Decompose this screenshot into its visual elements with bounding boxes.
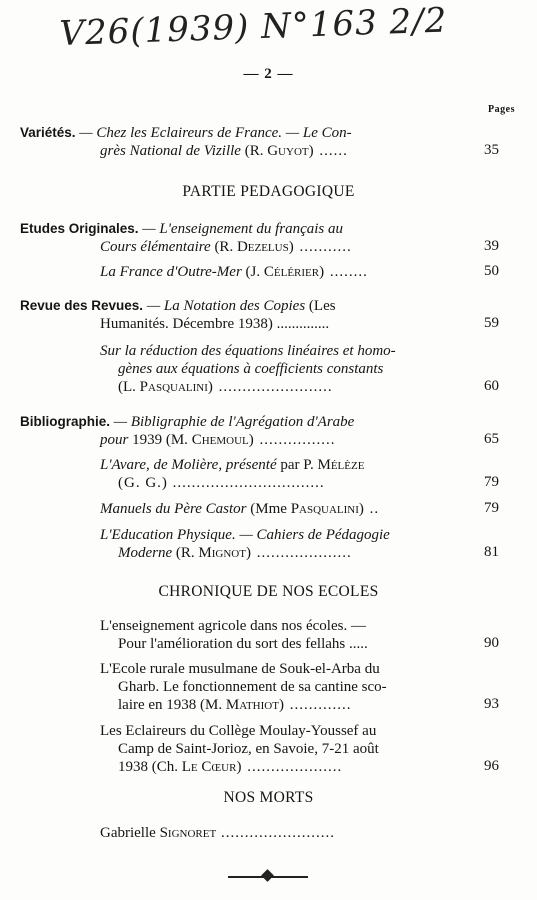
entry-page-number: 96 — [484, 758, 499, 774]
section-keyword: Etudes Originales. — [20, 221, 139, 236]
entry-page-number: 65 — [484, 431, 499, 447]
entry-title-cont: Cours élémentaire — [100, 239, 211, 255]
entry-title-cont: Humanités. Décembre 1938) .............. — [100, 316, 330, 332]
entry-author: Le Cœur — [181, 759, 237, 775]
entry-author: Pasqualini — [139, 379, 208, 395]
entry-page-number: 90 — [484, 635, 499, 651]
pages-column-heading: Pages — [488, 104, 515, 115]
end-ornament — [228, 872, 308, 882]
entry-author-prefix: (R. — [240, 143, 268, 159]
toc-entry-gabrielle-signoret — [100, 824, 498, 842]
entry-leader: ) ........ — [319, 264, 368, 280]
entry-title-cont: Moderne — [118, 545, 173, 561]
entry-title: L'enseignement agricole dans nos écoles. — — [100, 618, 366, 634]
entry-leader: ) ...... — [308, 143, 348, 159]
section-heading: PARTIE PEDAGOGIQUE — [182, 183, 355, 200]
entry-author-prefix: (L. — [118, 379, 140, 395]
entry-title: L'Education Physique. — Cahiers de Pédagogie — [100, 527, 390, 543]
entry-title-cont: Camp de Saint-Jorioz, en Savoie, 7-21 août — [118, 741, 379, 757]
toc-entry-france-outre-mer — [100, 263, 498, 281]
toc-entry-ecole-rurale — [100, 660, 498, 714]
entry-title: La France d'Outre-Mer — [100, 264, 242, 280]
entry-author-prefix: par P. — [276, 457, 318, 473]
entry-author-prefix: (R. — [210, 239, 237, 255]
toc-entry-bibliographie — [20, 413, 498, 449]
page-number: — 2 — — [243, 66, 294, 82]
entry-title-cont: grès National de Vizille — [100, 143, 241, 159]
entry-leader: ) .. — [358, 501, 380, 517]
entry-title-end: 1938 (Ch. — [118, 759, 182, 775]
entry-author: Dezelus — [236, 239, 289, 255]
toc-entry-eclaireurs-moulay-youssef — [100, 722, 498, 776]
handwritten-note: V26(1939) N°163 2/2 — [58, 0, 448, 54]
entry-author: Célérier — [263, 264, 320, 280]
diamond-icon — [261, 869, 274, 882]
entry-author: Chemoul — [191, 432, 249, 448]
entry-title: Sur la réduction des équations linéaires et homo- — [100, 343, 396, 359]
section-keyword: Revue des Revues. — [20, 298, 144, 313]
entry-author: Mathiot — [225, 697, 279, 713]
entry-title: — L'enseignement du français au — [138, 221, 343, 237]
entry-name: Gabrielle — [100, 825, 160, 841]
section-heading: NOS MORTS — [223, 789, 314, 806]
entry-leader: ) ................ — [248, 432, 336, 448]
entry-title-cont: Gharb. Le fonctionnement de sa cantine sco- — [118, 679, 387, 695]
entry-leader: ) .................... — [245, 545, 352, 561]
entry-title: Manuels du Père Castor — [100, 501, 247, 517]
entry-title: — La Notation des Copies — [143, 298, 306, 314]
entry-page-number: 93 — [484, 696, 499, 712]
entry-title-cont: Pour l'amélioration du sort des fellahs ..... — [118, 636, 368, 652]
entry-title-cont: gènes aux équations à coefficients constants — [118, 361, 384, 377]
entry-page-number: 81 — [484, 544, 499, 560]
entry-author: Mignot — [198, 545, 246, 561]
entry-author: Guyot — [267, 143, 309, 159]
toc-entry-avare — [100, 456, 498, 492]
entry-title: Les Eclaireurs du Collège Moulay-Youssef au — [100, 723, 377, 739]
toc-entry-enseignement-agricole — [100, 617, 498, 653]
entry-title-note: (Les — [305, 298, 336, 314]
entry-leader: ) ............. — [278, 697, 352, 713]
entry-page-number: 35 — [484, 142, 499, 158]
section-heading: CHRONIQUE DE NOS ECOLES — [158, 583, 379, 600]
toc-entry-education-physique — [100, 526, 498, 562]
entry-title: L'Avare, de Molière, présenté — [100, 457, 277, 473]
toc-entry-pere-castor — [100, 500, 498, 518]
entry-page-number: 60 — [484, 378, 499, 394]
entry-page-number: 39 — [484, 238, 499, 254]
entry-page-number: 50 — [484, 263, 499, 279]
section-keyword: Variétés. — [20, 125, 76, 140]
entry-author-prefix: (Mme — [246, 501, 291, 517]
toc-entry-revue-des-revues — [20, 297, 498, 333]
toc-entry-reduction-equations — [100, 342, 498, 396]
entry-surname: Signoret — [159, 825, 217, 841]
entry-title-end: laire en 1938 (M. — [118, 697, 226, 713]
entry-author-prefix: 1939 (M. — [128, 432, 192, 448]
entry-author-prefix: (J. — [241, 264, 264, 280]
entry-leader: ) ........... — [288, 239, 352, 255]
entry-page-number: 79 — [484, 474, 499, 490]
entry-leader: (G. G.) ................................ — [118, 475, 325, 491]
entry-title-cont: pour — [100, 432, 129, 448]
section-keyword: Bibliographie. — [20, 414, 111, 429]
entry-title: L'Ecole rurale musulmane de Souk-el-Arba du — [100, 661, 380, 677]
toc-entry-varietes — [20, 124, 498, 160]
entry-leader: ........................ — [216, 825, 335, 841]
entry-leader: ) .................... — [236, 759, 343, 775]
entry-author-prefix: (R. — [172, 545, 199, 561]
entry-title: — Bibligraphie de l'Agrégation d'Arabe — [110, 414, 355, 430]
entry-author: Pasqualini — [290, 501, 359, 517]
entry-title: — Chez les Eclaireurs de France. — Le Con- — [75, 125, 352, 141]
toc-entry-etudes-originales — [20, 220, 498, 256]
entry-page-number: 59 — [484, 315, 499, 331]
entry-leader: ) ........................ — [207, 379, 333, 395]
entry-author: Mélèze — [317, 457, 365, 473]
entry-page-number: 79 — [484, 500, 499, 516]
